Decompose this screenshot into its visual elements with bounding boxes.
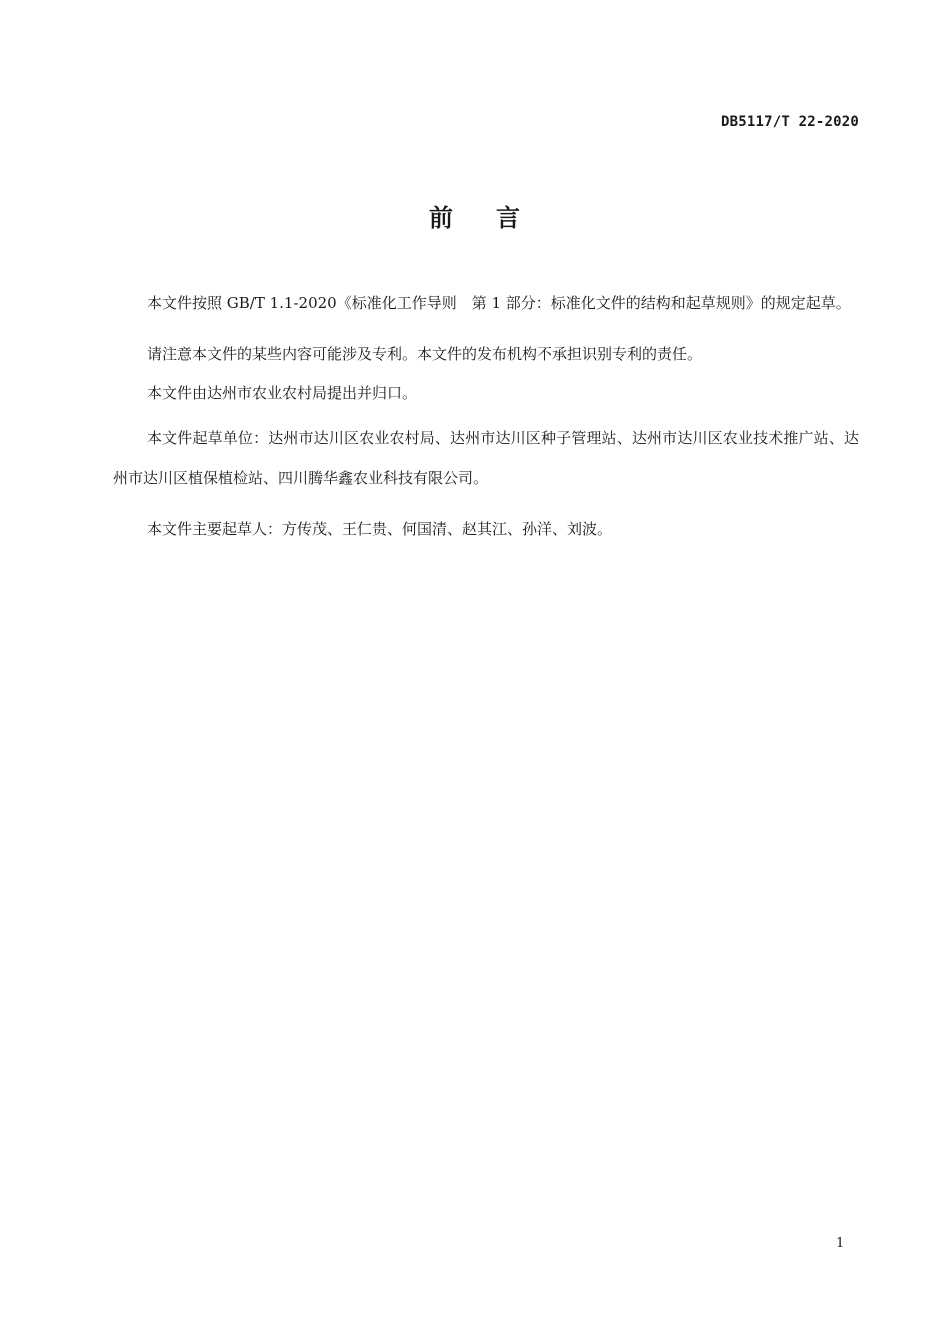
paragraph-drafters: 本文件主要起草人：方传茂、王仁贵、何国清、赵其江、孙洋、刘波。 <box>147 520 613 538</box>
paragraph-patent-notice: 请注意本文件的某些内容可能涉及专利。本文件的发布机构不承担识别专利的责任。 <box>147 345 703 363</box>
paragraph-standard-basis: 本文件按照 GB/T 1.1-2020《标准化工作导则 第 1 部分：标准化文件的结构和起草规则》的规定起草。 <box>147 294 851 312</box>
page-title <box>0 198 950 233</box>
foreword-body <box>113 283 859 554</box>
paragraph-drafting-units: 本文件起草单位：达州市达川区农业农村局、达州市达川区种子管理站、达州市达川区农业技术推广站、达州市达川区植保植检站、四川腾华鑫农业科技有限公司。 <box>113 429 859 487</box>
document-code: DB5117/T 22-2020 <box>720 114 859 130</box>
paragraph-proposer: 本文件由达州市农业农村局提出并归口。 <box>147 384 418 402</box>
title-char-2: 言 <box>496 204 521 232</box>
title-char-1: 前 <box>429 204 454 232</box>
page-number: 1 <box>836 1236 845 1251</box>
